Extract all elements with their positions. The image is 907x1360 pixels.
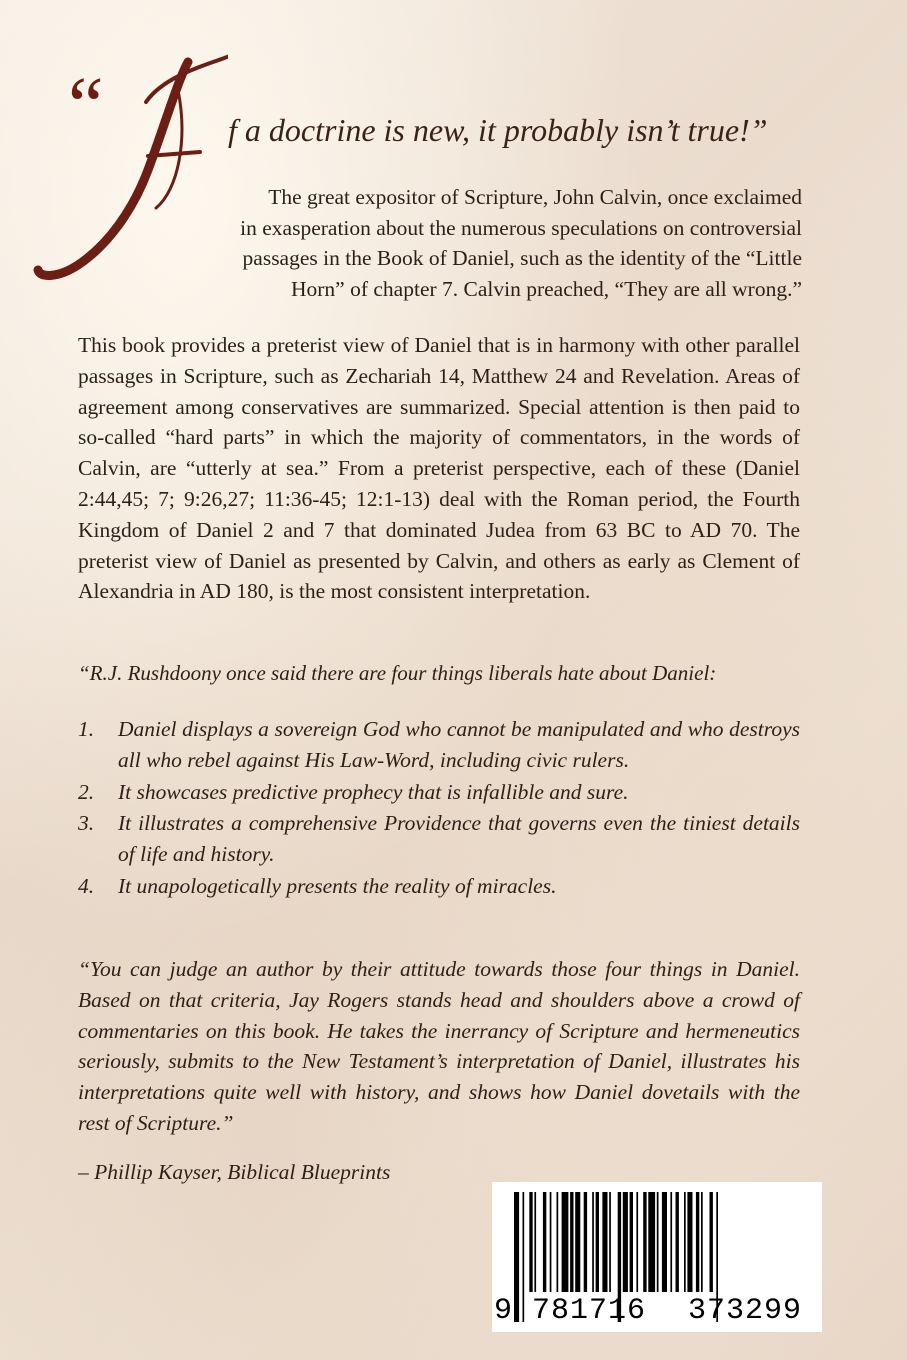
barcode-group-1: 781716: [532, 1294, 647, 1328]
barcode-bar: [584, 1192, 587, 1292]
intro-line: passages in the Book of Daniel, such as the identity of the “Little: [242, 246, 802, 270]
list-item: [78, 808, 800, 870]
barcode-bar: [557, 1192, 559, 1292]
four-things-list: [78, 714, 800, 903]
barcode-bar: [543, 1192, 546, 1292]
barcode-bar: [596, 1192, 599, 1292]
barcode-bar: [609, 1192, 611, 1292]
barcode-bar: [550, 1192, 552, 1292]
list-text: It unapologetically presents the reality of miracles.: [118, 873, 557, 898]
barcode-bar: [570, 1192, 573, 1292]
barcode-bar: [592, 1192, 594, 1292]
barcode-bar: [514, 1192, 519, 1322]
intro-line: Horn” of chapter 7. Calvin preached, “They are all wrong.”: [291, 276, 802, 301]
list-text: It showcases predictive prophecy that is infallible and sure.: [118, 779, 629, 804]
barcode-bar: [562, 1192, 569, 1292]
list-item: [78, 871, 800, 902]
barcode-bar: [623, 1192, 628, 1292]
barcode-lead-digit: 9: [494, 1294, 513, 1328]
intro-line: The great expositor of Scripture, John Calvin, once exclaimed: [268, 185, 802, 209]
barcode-group-2: 373299: [688, 1294, 803, 1328]
barcode-bar: [529, 1192, 532, 1292]
barcode-bar: [534, 1192, 536, 1292]
barcode-bar: [643, 1192, 646, 1292]
list-text: Daniel displays a sovereign God who cannot be manipulated and who destroys all who rebel against His Law-Word, including civic rulers.: [118, 717, 800, 772]
intro-paragraph: [100, 182, 802, 304]
barcode-bar: [710, 1192, 713, 1292]
barcode-bar: [670, 1192, 672, 1292]
isbn-barcode: [492, 1182, 822, 1332]
list-number: 4.: [78, 873, 95, 898]
headline-quote: f a doctrine is new, it probably isn’t true!”: [228, 112, 768, 148]
barcode-bar: [657, 1192, 659, 1292]
list-number: 3.: [78, 811, 95, 836]
barcode-bar: [630, 1192, 633, 1292]
endorsement-quote: “You can judge an author by their attitude towards those four things in Daniel. Based on that criteria, Jay Rogers stands head and shoulders above a crowd of commentaries on this book. He takes the inerrancy of Scripture and hermeneutics seriously, submits to the New Testament’s interpretation of Daniel, illustrates his interpretations quite well with history, and shows how Daniel dovetails with the rest of Scripture.”: [78, 957, 800, 1135]
barcode-bar: [662, 1192, 667, 1292]
barcode-bar: [575, 1192, 580, 1292]
list-number: 2.: [78, 779, 95, 804]
barcode-bar: [636, 1192, 638, 1292]
list-text: It illustrates a comprehensive Providence that governs even the tiniest details of life and history.: [118, 811, 800, 867]
barcode-bar: [602, 1192, 607, 1292]
list-number: 1.: [78, 717, 95, 741]
barcode-bar: [676, 1192, 679, 1292]
barcode-bar: [523, 1192, 525, 1322]
barcode-bar: [687, 1192, 692, 1292]
list-item: [78, 777, 800, 808]
barcode-bar: [684, 1192, 686, 1292]
rushdoony-quote-intro: “R.J. Rushdoony once said there are four things liberals hate about Daniel:: [78, 661, 717, 685]
barcode-bar: [696, 1192, 699, 1292]
barcode-bar: [701, 1192, 703, 1292]
open-quote-mark: “: [68, 62, 96, 150]
book-description: This book provides a preterist view of Daniel that is in harmony with other parallel passages in Scripture, such as Zechariah 14, Matthew 24 and Revelation. Areas of agreement among conservatives are summarized. Special attention is then paid to so-called “hard parts” in which the majority of commentators, in the words of Calvin, are “utterly at sea.” From a preterist perspective, each of these (Daniel 2:44,45; 7; 9:26,27; 11:36-45; 12:1-13) deal with the Roman period, the Fourth Kingdom of Daniel 2 and 7 that dominated Judea from 63 BC to AD 70. The preterist view of Daniel as presented by Calvin, and others as early as Clement of Alexandria in AD 180, is the most consistent interpretation.: [78, 333, 800, 604]
barcode-bar: [648, 1192, 655, 1292]
intro-line: in exasperation about the numerous speculations on controversial: [240, 215, 802, 240]
endorsement-attribution: – Phillip Kayser, Biblical Blueprints: [78, 1160, 391, 1184]
list-item: [78, 714, 800, 776]
